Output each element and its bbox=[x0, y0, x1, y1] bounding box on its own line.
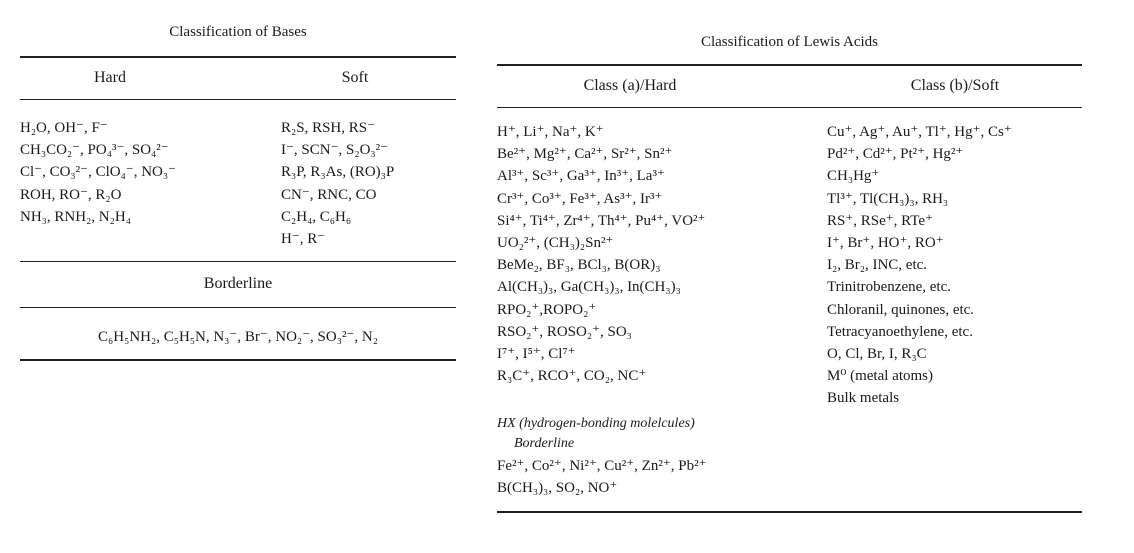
bases-header-rule bbox=[20, 99, 456, 100]
list-item: CH₃CO₂⁻, PO₄³⁻, SO₄²⁻ bbox=[20, 142, 169, 159]
list-item: Pd²⁺, Cd²⁺, Pt²⁺, Hg²⁺ bbox=[827, 146, 964, 163]
bases-hard-header: Hard bbox=[94, 69, 126, 86]
bases-borderline-rule bbox=[20, 307, 456, 308]
list-item: C₂H₄, C₆H₆ bbox=[281, 208, 352, 225]
bases-mid-rule bbox=[20, 261, 456, 262]
bases-soft-header: Soft bbox=[341, 69, 369, 86]
list-item: M⁰ (metal atoms) bbox=[827, 368, 933, 385]
list-item: CN⁻, RNC, CO bbox=[281, 186, 377, 203]
acids-soft-list bbox=[827, 121, 1012, 409]
list-item: H⁺, Li⁺, Na⁺, K⁺ bbox=[497, 124, 604, 140]
acids-caption: Classification of Lewis Acids bbox=[700, 34, 879, 50]
list-item: BeMe₂, BF₃, BCl₃, B(OR)₃ bbox=[497, 257, 661, 274]
list-item: O, Cl, Br, I, R₃C bbox=[827, 345, 927, 362]
list-item: Tetracyanoethylene, etc. bbox=[827, 323, 973, 340]
acids-hx-label: HX (hydrogen-bonding molelcules) bbox=[497, 416, 695, 431]
list-item: I⁷⁺, I⁵⁺, Cl⁷⁺ bbox=[497, 345, 576, 362]
list-item: Cu⁺, Ag⁺, Au⁺, Tl⁺, Hg⁺, Cs⁺ bbox=[827, 124, 1012, 140]
list-item: UO₂²⁺, (CH₃)₂Sn²⁺ bbox=[497, 234, 614, 251]
bases-top-rule bbox=[20, 56, 456, 58]
bases-caption: Classification of Bases bbox=[169, 24, 307, 40]
list-item: Chloranil, quinones, etc. bbox=[827, 301, 975, 318]
list-item: RPO₂⁺,ROPO₂⁺ bbox=[497, 301, 597, 318]
list-item: ROH, RO⁻, R₂O bbox=[20, 186, 122, 203]
list-item: Fe²⁺, Co²⁺, Ni²⁺, Cu²⁺, Zn²⁺, Pb²⁺ bbox=[497, 458, 707, 474]
list-item: Al³⁺, Sc³⁺, Ga³⁺, In³⁺, La³⁺ bbox=[497, 168, 665, 185]
list-item: Be²⁺, Mg²⁺, Ca²⁺, Sr²⁺, Sn²⁺ bbox=[497, 146, 673, 163]
acids-bottom-rule bbox=[497, 511, 1082, 513]
acids-top-rule bbox=[497, 64, 1082, 66]
list-item: Si⁴⁺, Ti⁴⁺, Zr⁴⁺, Th⁴⁺, Pu⁴⁺, VO²⁺ bbox=[497, 212, 706, 229]
list-item: R₂S, RSH, RS⁻ bbox=[281, 120, 376, 136]
list-item: CH₃Hg⁺ bbox=[827, 168, 880, 185]
bases-hard-list bbox=[20, 117, 176, 228]
acids-hard-list bbox=[497, 121, 705, 387]
list-item: I⁺, Br⁺, HO⁺, RO⁺ bbox=[827, 234, 944, 251]
list-item: B(CH₃)₃, SO₂, NO⁺ bbox=[497, 480, 618, 497]
list-item: RSO₂⁺, ROSO₂⁺, SO₃ bbox=[497, 323, 632, 340]
acids-header-rule bbox=[497, 107, 1082, 108]
list-item: I₂, Br₂, INC, etc. bbox=[827, 257, 928, 274]
list-item: Tl³⁺, Tl(CH₃)₃, RH₃ bbox=[827, 190, 949, 207]
acids-borderline-label: Borderline bbox=[514, 436, 575, 451]
acids-hard-header: Class (a)/Hard bbox=[583, 77, 677, 94]
bases-bottom-rule bbox=[20, 359, 456, 361]
list-item: R₃C⁺, RCO⁺, CO₂, NC⁺ bbox=[497, 368, 647, 385]
list-item: NH₃, RNH₂, N₂H₄ bbox=[20, 208, 131, 225]
list-item: I⁻, SCN⁻, S₂O₃²⁻ bbox=[281, 142, 389, 159]
bases-borderline-values: C₆H₅NH₂, C₅H₅N, N₃⁻, Br⁻, NO₂⁻, SO₃²⁻, N₂ bbox=[98, 329, 378, 345]
list-item: H₂O, OH⁻, F⁻ bbox=[20, 120, 108, 136]
list-item: Trinitrobenzene, etc. bbox=[827, 279, 951, 296]
list-item: R₃P, R₃As, (RO)₃P bbox=[281, 164, 395, 181]
list-item: Bulk metals bbox=[827, 390, 900, 407]
list-item: Cr³⁺, Co³⁺, Fe³⁺, As³⁺, Ir³⁺ bbox=[497, 190, 663, 207]
list-item: Al(CH₃)₃, Ga(CH₃)₃, In(CH₃)₃ bbox=[497, 279, 681, 296]
bases-borderline-header: Borderline bbox=[203, 275, 273, 292]
acids-soft-header: Class (b)/Soft bbox=[910, 77, 1000, 94]
bases-soft-list bbox=[281, 117, 394, 250]
list-item: RS⁺, RSe⁺, RTe⁺ bbox=[827, 212, 933, 229]
list-item: Cl⁻, CO₃²⁻, ClO₄⁻, NO₃⁻ bbox=[20, 164, 177, 181]
list-item: H⁻, R⁻ bbox=[281, 230, 326, 247]
acids-borderline-list bbox=[497, 455, 707, 499]
